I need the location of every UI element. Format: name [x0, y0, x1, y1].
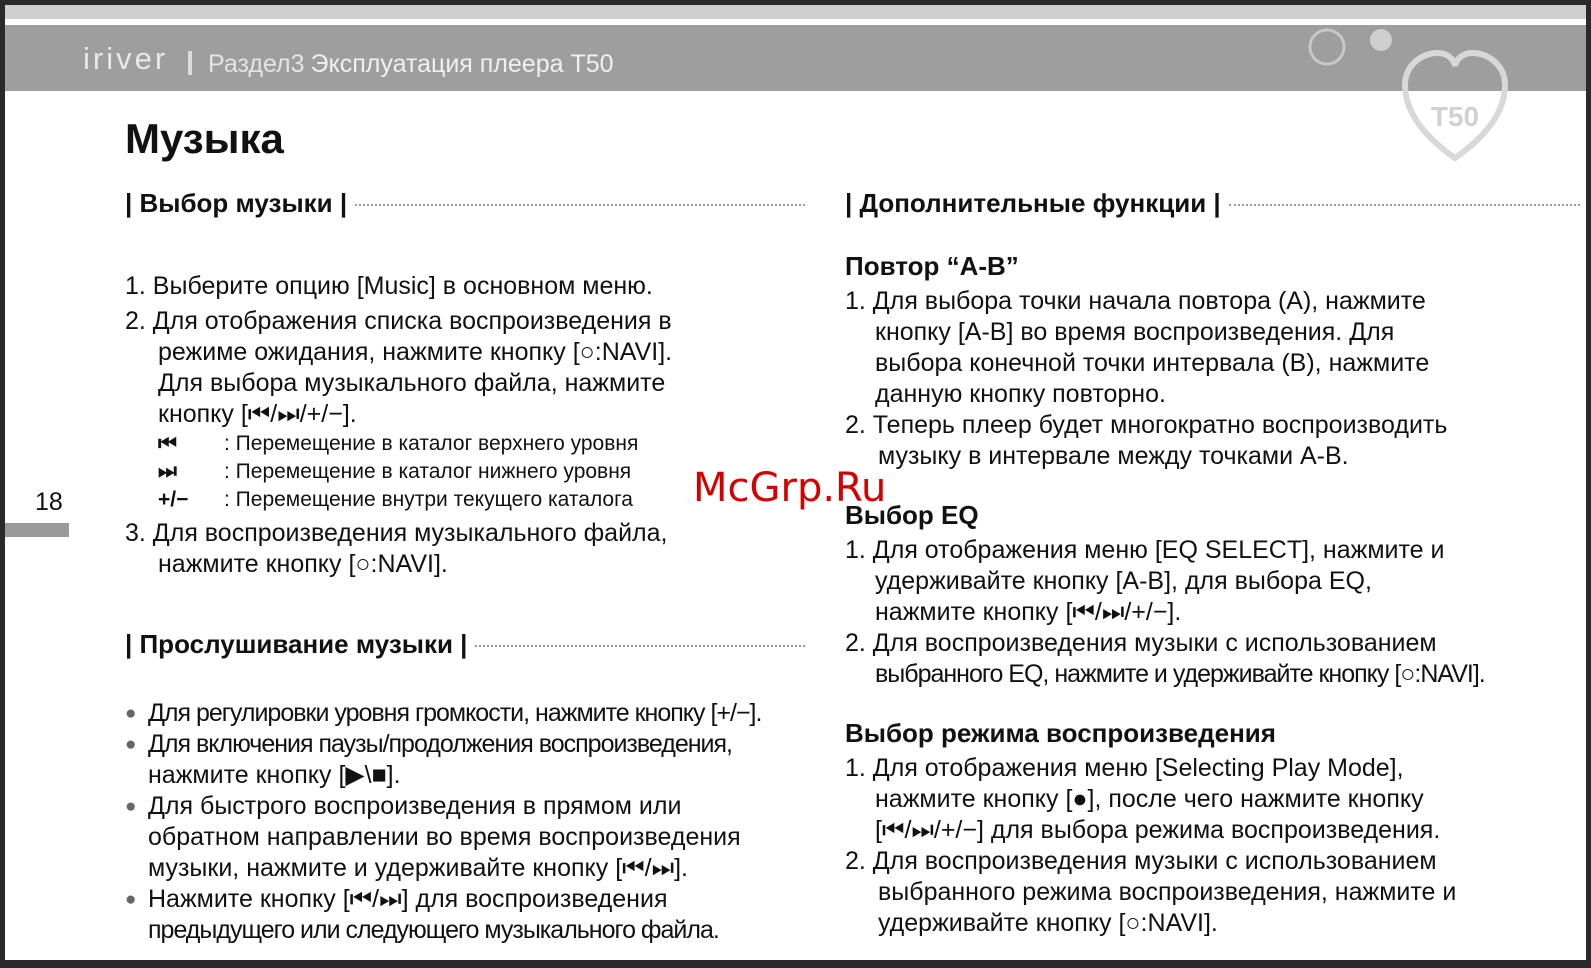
- ab-repeat-title: Повтор “A-B”: [845, 251, 1019, 281]
- bullet-text: нажмите кнопку [▶\■].: [148, 761, 401, 789]
- ab-step-1-line: данную кнопку повторно.: [875, 380, 1166, 408]
- listen-music-heading: [125, 626, 805, 662]
- listen-music-heading-text: | Прослушивание музыки |: [125, 628, 468, 659]
- mode-step-2-line: удерживайте кнопку [○:NAVI].: [878, 909, 1218, 937]
- section-number: Раздел3: [208, 50, 305, 78]
- listen-bullet-cont: [125, 822, 805, 853]
- bullet-icon: ●: [125, 889, 137, 910]
- plus-minus-icon: +/−: [158, 488, 189, 511]
- play-mode-title: Выбор режима воспроизведения: [845, 718, 1276, 748]
- listen-bullet: [125, 791, 805, 822]
- right-column: [845, 185, 1580, 939]
- eq-step-2-line: выбранного EQ, нажмите и удерживайте кнопку [○:NAVI].: [875, 660, 1485, 688]
- dotted-rule: [1229, 204, 1580, 206]
- eq-title: Выбор EQ: [845, 500, 979, 530]
- section-title: Эксплуатация плеера T50: [310, 50, 614, 78]
- forward-icon: ⏭: [158, 460, 177, 483]
- select-step-3-line: нажмите кнопку [○:NAVI].: [158, 550, 448, 578]
- listen-bullet-cont: [125, 760, 805, 791]
- bullet-text: Для быстрого воспроизведения в прямом или: [148, 792, 682, 820]
- ab-step-1-line: кнопку [A-B] во время воспроизведения. Для: [875, 318, 1395, 346]
- bullet-text: обратном направлении во время воспроизведения: [148, 823, 741, 851]
- ab-step-2: 2. Теперь плеер будет многократно воспроизводить: [845, 411, 1448, 439]
- extra-functions-heading: [845, 185, 1580, 221]
- mode-step-2-line: выбранного режима воспроизведения, нажмите и: [878, 878, 1457, 906]
- t50-logo-text: T50: [1430, 101, 1480, 132]
- listen-bullet-cont: [125, 915, 805, 946]
- section-label: [208, 50, 614, 79]
- bullet-text: Для регулировки уровня громкости, нажмите кнопку [+/−].: [148, 699, 762, 727]
- dotted-rule: [475, 645, 805, 647]
- bullet-icon: ●: [125, 703, 136, 724]
- rewind-icon: ⏮: [158, 432, 177, 455]
- mode-step-1: 1. Для отображения меню [Selecting Play Mode],: [845, 754, 1404, 782]
- select-step-1: 1. Выберите опцию [Music] в основном меню.: [125, 272, 653, 300]
- bullet-text: Для включения паузы/продолжения воспроизведения,: [148, 730, 732, 758]
- extra-functions-heading-text: | Дополнительные функции |: [845, 187, 1221, 218]
- ab-step-1-line: выбора конечной точки интервала (B), нажмите: [875, 349, 1430, 377]
- select-step-2-line: Для выбора музыкального файла, нажмите: [158, 369, 666, 397]
- eq-step-1-line: удерживайте кнопку [A-B], для выбора EQ,: [875, 567, 1372, 595]
- bullet-text: музыки, нажмите и удерживайте кнопку [⏮/⏭].: [148, 854, 688, 882]
- dotted-rule: [355, 204, 805, 206]
- select-music-heading-text: | Выбор музыки |: [125, 187, 348, 218]
- listen-bullet-cont: [125, 853, 805, 884]
- page-title: Музыка: [125, 115, 284, 162]
- page-tab-marker: [5, 523, 69, 537]
- top-stripe: [5, 5, 1586, 19]
- mode-step-2: 2. Для воспроизведения музыки с использованием: [845, 847, 1437, 875]
- ab-step-2-line: музыку в интервале между точками A-B.: [878, 442, 1349, 470]
- bullet-text: предыдущего или следующего музыкального файла.: [148, 916, 719, 944]
- watermark: McGrp.Ru: [693, 465, 887, 511]
- page-number: 18: [35, 488, 63, 516]
- legend-text: : Перемещение в каталог нижнего уровня: [224, 460, 632, 483]
- select-music-heading: [125, 185, 805, 221]
- listen-bullet: [125, 884, 805, 915]
- left-column: [125, 185, 805, 946]
- t50-heart-logo-icon: [1400, 50, 1510, 165]
- manual-page: [5, 5, 1586, 960]
- decorative-circles-icon: [1305, 23, 1405, 73]
- mode-step-1-line: [⏮/⏭/+/−] для выбора режима воспроизведения.: [875, 816, 1441, 844]
- listen-bullet: [125, 729, 805, 760]
- select-step-3: 3. Для воспроизведения музыкального файла,: [125, 519, 668, 547]
- select-step-2-line: кнопку [⏮/⏭/+/−].: [158, 400, 357, 428]
- mode-step-1-line: нажмите кнопку [●], после чего нажмите кнопку: [875, 785, 1424, 813]
- legend-text: : Перемещение в каталог верхнего уровня: [224, 432, 639, 455]
- brand-logo: iriver: [83, 41, 169, 76]
- listen-bullet: [125, 698, 805, 729]
- eq-step-2: 2. Для воспроизведения музыки с использованием: [845, 629, 1437, 657]
- ab-step-1: 1. Для выбора точки начала повтора (A), нажмите: [845, 287, 1426, 315]
- header-separator: [188, 51, 192, 75]
- legend-item: [158, 430, 805, 458]
- eq-step-1-line: нажмите кнопку [⏮/⏭/+/−].: [875, 598, 1182, 626]
- bullet-icon: ●: [125, 796, 137, 817]
- eq-step-1: 1. Для отображения меню [EQ SELECT], нажмите и: [845, 536, 1445, 564]
- select-step-2-line: режиме ожидания, нажмите кнопку [○:NAVI].: [158, 338, 673, 366]
- bullet-icon: ●: [125, 734, 136, 755]
- bullet-text: Нажмите кнопку [⏮/⏭] для воспроизведения: [148, 885, 668, 913]
- select-step-2: 2. Для отображения списка воспроизведения в: [125, 307, 672, 335]
- legend-text: : Перемещение внутри текущего каталога: [224, 488, 633, 511]
